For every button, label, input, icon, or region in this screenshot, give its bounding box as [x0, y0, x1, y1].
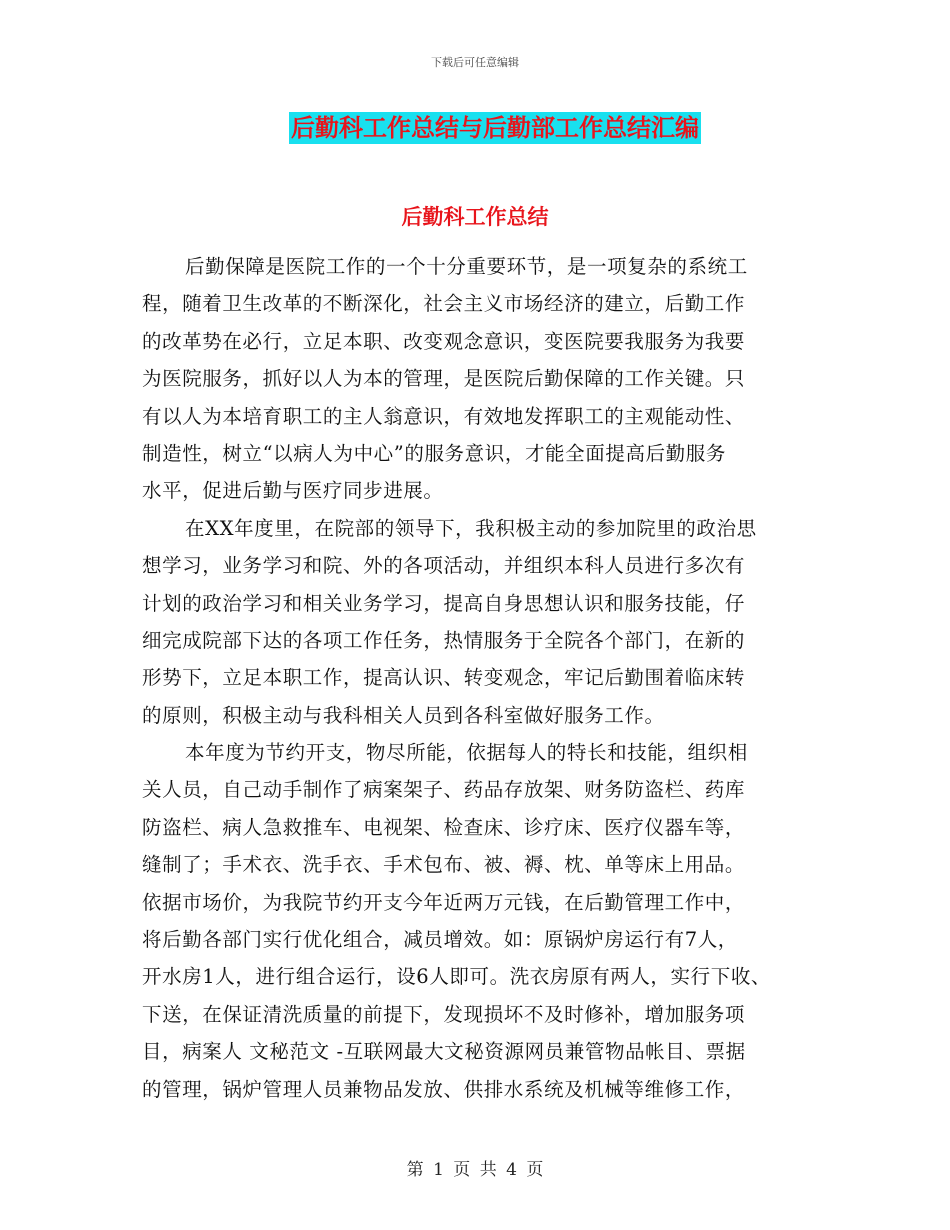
paragraph-line: 的改革势在必行，立足本职、改变观念意识，变医院要我服务为我要: [142, 329, 746, 353]
paragraph-line: 有以人为本培育职工的主人翁意识，有效地发挥职工的主观能动性、: [142, 404, 746, 428]
body-text: [142, 248, 832, 1108]
paragraph-line: 想学习，业务学习和院、外的各项活动，并组织本科人员进行多次有: [142, 554, 746, 578]
paragraph-line: 下送，在保证清洗质量的前提下，发现损坏不及时修补，增加服务项: [142, 1002, 746, 1026]
paragraph-line: 将后勤各部门实行优化组合，减员增效。如：原锅炉房运行有7人，: [142, 928, 738, 952]
paragraph-line: 本年度为节约开支，物尽所能，依据每人的特长和技能，组织相: [185, 741, 748, 765]
paragraph-line: 缝制了；手术衣、洗手衣、手术包布、被、褥、枕、单等床上用品。: [142, 853, 746, 877]
paragraph-line: 程，随着卫生改革的不断深化，社会主义市场经济的建立，后勤工作: [142, 292, 746, 316]
section-title: 后勤科工作总结: [401, 205, 549, 229]
paragraph-line: 后勤保障是医院工作的一个十分重要环节，是一项复杂的系统工: [185, 255, 748, 278]
header-note: 下载后可任意编辑: [431, 56, 519, 69]
paragraph-line: 目，病案人 文秘范文 -互联网最大文秘资源网员兼管物品帐目、票据: [142, 1040, 746, 1064]
page-number: 第 1 页 共 4 页: [406, 1160, 544, 1180]
paragraph-line: 防盗栏、病人急救推车、电视架、检查床、诊疗床、医疗仪器车等，: [142, 815, 746, 839]
paragraph-line: 开水房1人，进行组合运行，设6人即可。洗衣房原有两人，实行下收、: [142, 965, 772, 989]
paragraph-line: 关人员，自己动手制作了病案架子、药品存放架、财务防盗栏、药库: [142, 778, 746, 802]
paragraph-line: 计划的政治学习和相关业务学习，提高自身思想认识和服务技能，仔: [142, 591, 746, 615]
paragraph-line: 依据市场价，为我院节约开支今年近两万元钱，在后勤管理工作中，: [142, 890, 746, 914]
paragraph-line: 细完成院部下达的各项工作任务，热情服务于全院各个部门，在新的: [142, 628, 746, 652]
document-title: 后勤科工作总结与后勤部工作总结汇编: [291, 114, 699, 142]
paragraph-line: 的管理，锅炉管理人员兼物品发放、供排水系统及机械等维修工作，: [142, 1077, 746, 1101]
paragraph-line: 形势下，立足本职工作，提高认识、转变观念，牢记后勤围着临床转: [142, 666, 746, 690]
paragraph-line: 在XX年度里，在院部的领导下，我积极主动的参加院里的政治思: [185, 516, 757, 540]
paragraph-line: 制造性，树立“以病人为中心”的服务意识，才能全面提高后勤服务: [142, 441, 726, 465]
paragraph-line: 的原则，积极主动与我科相关人员到各科室做好服务工作。: [142, 703, 665, 727]
paragraph-line: 为医院服务，抓好以人为本的管理，是医院后勤保障的工作关键。只: [142, 367, 746, 391]
paragraph-line: 水平，促进后勤与医疗同步进展。: [142, 479, 444, 503]
document-title-wrap: [0, 112, 950, 144]
